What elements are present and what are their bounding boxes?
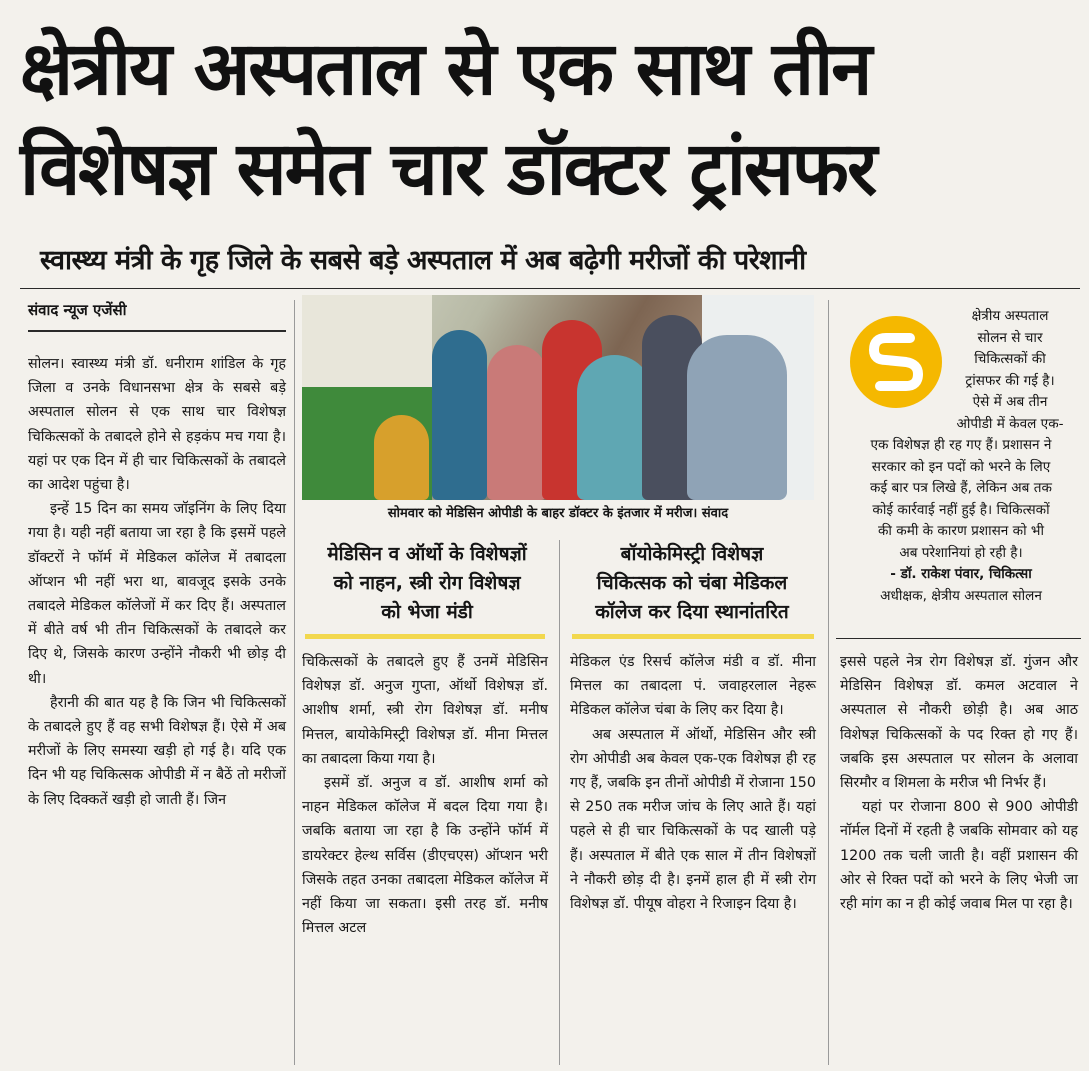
subheading-1: [302, 540, 552, 627]
article-paragraph: इससे पहले नेत्र रोग विशेषज्ञ डॉ. गुंजन और मेडिसिन विशेषज्ञ डॉ. कमल अटवाल ने अस्पताल से नौकरी छोड़ी है। अब आठ विशेषज्ञ चिकित्सकों के पद रिक्त हो गए हैं। जबकि इस अस्पताल पर सोलन के अलावा सिरमौर व शिमला के मरीज भी निर्भर हैं।: [840, 654, 1078, 792]
subheadline: स्वास्थ्य मंत्री के गृह जिले के सबसे बड़े अस्पताल में अब बढ़ेगी मरीजों की परेशानी: [40, 245, 806, 276]
subheading-line: को नाहन, स्त्री रोग विशेषज्ञ: [333, 572, 521, 594]
article-paragraph: चिकित्सकों के तबादले हुए हैं उनमें मेडिसिन विशेषज्ञ डॉ. अनुज गुप्ता, ऑर्थो विशेषज्ञ डॉ. आशीष शर्मा, स्त्री रोग विशेषज्ञ डॉ. मनीष मित्तल, बायोकेमिस्ट्री विशेषज्ञ डॉ. मीना मित्तल का तबादला किया गया है।: [302, 654, 548, 767]
column-divider: [559, 540, 560, 1065]
quote-line: कई बार पत्र लिखे हैं, लेकिन अब तक: [870, 480, 1052, 496]
article-paragraph: मेडिकल एंड रिसर्च कॉलेज मंडी व डॉ. मीना मित्तल का तबादला पं. जवाहरलाल नेहरू मेडिकल कॉलेज चंबा के लिए कर दिया है।: [570, 654, 816, 719]
quote-line: अब परेशानियां हो रही है।: [899, 544, 1023, 561]
quote-line: क्षेत्रीय अस्पताल: [971, 308, 1049, 324]
photo-caption: सोमवार को मेडिसिन ओपीडी के बाहर डॉक्टर के इंतजार में मरीज। संवाद: [387, 506, 729, 521]
subheading-line: चिकित्सक को चंबा मेडिकल: [596, 572, 788, 594]
article-paragraph: इसमें डॉ. अनुज व डॉ. आशीष शर्मा को नाहन मेडिकल कॉलेज में बदल दिया गया है। जबकि बताया जा रहा है कि उन्होंने फॉर्म में डायरेक्टर हेल्थ सर्विस (डीएचएस) ऑप्शन भरी जिसके तहत उनका तबादला मेडिकल कॉलेज में नहीं किया जा सकता। इसी तरह डॉ. मनीष मित्तल अटल: [302, 775, 548, 937]
quote-attribution: - डॉ. राकेश पंवार, चिकित्सा: [890, 566, 1032, 582]
subheading-underline: [572, 634, 814, 639]
article-paragraph: अब अस्पताल में ऑर्थो, मेडिसिन और स्त्री रोग ओपीडी अब केवल एक-एक विशेषज्ञ ही रह गए हैं, जबकि इन तीनों ओपीडी में रोजाना 150 से 250 तक मरीज जांच के लिए आते हैं। यहां पहले से ही चार चिकित्सकों के पद खाली पड़े हैं। अस्पताल में बीते एक साल में तीन विशेषज्ञों ने नौकरी छोड़ दी है। इनमें हाल ही में स्त्री रोग विशेषज्ञ डॉ. पीयूष वोहरा ने रिजाइन दिया है।: [570, 726, 816, 913]
subheading-line: बॉयोकेमिस्ट्री विशेषज्ञ: [620, 543, 764, 565]
quote-line: चिकित्सकों की: [974, 351, 1046, 367]
byline-rule: [28, 330, 286, 332]
subheading-line: मेडिसिन व ऑर्थो के विशेषज्ञों: [327, 543, 527, 565]
headline-line-2: विशेषज्ञ समेत चार डॉक्टर ट्रांसफर: [20, 126, 876, 212]
top-rule: [20, 288, 1080, 289]
article-column-2: [302, 650, 548, 940]
article-column-4: [840, 650, 1078, 916]
byline: संवाद न्यूज एजेंसी: [28, 301, 127, 319]
quote-body: [836, 435, 1086, 607]
quote-line: की कमी के कारण प्रशासन को भी: [877, 523, 1045, 539]
article-paragraph: सोलन। स्वास्थ्य मंत्री डॉ. धनीराम शांडिल के गृह जिला व उनके विधानसभा क्षेत्र के सबसे बड़े अस्पताल सोलन से एक साथ चार विशेषज्ञ चिकित्सकों के तबादले होने से हड़कंप मच गया है। यहां पर एक दिन में ही चार चिकित्सकों के तबादले का आदेश पहुंचा है।: [28, 356, 286, 494]
quote-line: ट्रांसफर की गई है।: [965, 372, 1055, 389]
subheading-line: को भेजा मंडी: [381, 601, 473, 623]
column-divider: [294, 300, 295, 1065]
quote-line: ऐसे में अब तीन: [972, 394, 1048, 410]
article-column-1: [28, 352, 286, 812]
article-column-3: [570, 650, 816, 916]
quote-line: सरकार को इन पदों को भरने के लिए: [871, 458, 1051, 475]
quote-attribution: अधीक्षक, क्षेत्रीय अस्पताल सोलन: [880, 587, 1042, 604]
column-divider: [828, 300, 829, 1065]
headline-line-1: क्षेत्रीय अस्पताल से एक साथ तीन: [20, 26, 871, 112]
quote-line: ओपीडी में केवल एक-: [956, 415, 1064, 432]
quote-intro: [940, 306, 1080, 435]
quote-line: कोई कार्रवाई नहीं हुई है। चिकित्सकों: [872, 501, 1050, 518]
quote-rule: [836, 638, 1081, 639]
quote-line: एक विशेषज्ञ ही रह गए हैं। प्रशासन ने: [870, 437, 1052, 453]
article-paragraph: हैरानी की बात यह है कि जिन भी चिकित्सकों के तबादले हुए हैं वह सभी विशेषज्ञ हैं। ऐसे में अब मरीजों के लिए समस्या खड़ी हो गई है। यदि एक दिन भी यह चिकित्सक ओपीडी में न बैठें तो मरीजों के लिए दिक्कतें खड़ी हो जाती हैं। जिन: [28, 694, 286, 808]
subheading-line: कॉलेज कर दिया स्थानांतरित: [595, 601, 789, 623]
article-paragraph: इन्हें 15 दिन का समय जॉइनिंग के लिए दिया गया है। यही नहीं बताया जा रहा है कि इसमें पहले डॉक्टरों ने फॉर्म में मेडिकल कॉलेज में तबादला ऑप्शन भी नहीं भरा था, बावजूद इसके उनके तबादले मेडिकल कॉलेजों में कर दिए हैं। अस्पताल में बीते वर्ष भी तीन चिकित्सकों के तबादले कर दिए थे, जिसके कारण उन्होंने नौकरी भी छोड़ दी थी।: [28, 501, 286, 687]
news-photo: [302, 295, 814, 500]
article-paragraph: यहां पर रोजाना 800 से 900 ओपीडी नॉर्मल दिनों में रहती है जबकि सोमवार को यह 1200 तक चली जाती है। वहीं प्रशासन की ओर से रिक्त पदों को भरने के लिए भेजी जा रही मांग का न ही कोई जवाब मिल पा रहा है।: [840, 799, 1078, 913]
sanvad-logo-icon: [850, 316, 942, 408]
subheading-2: [562, 540, 822, 627]
subheading-underline: [305, 634, 545, 639]
quote-line: सोलन से चार: [977, 329, 1043, 346]
